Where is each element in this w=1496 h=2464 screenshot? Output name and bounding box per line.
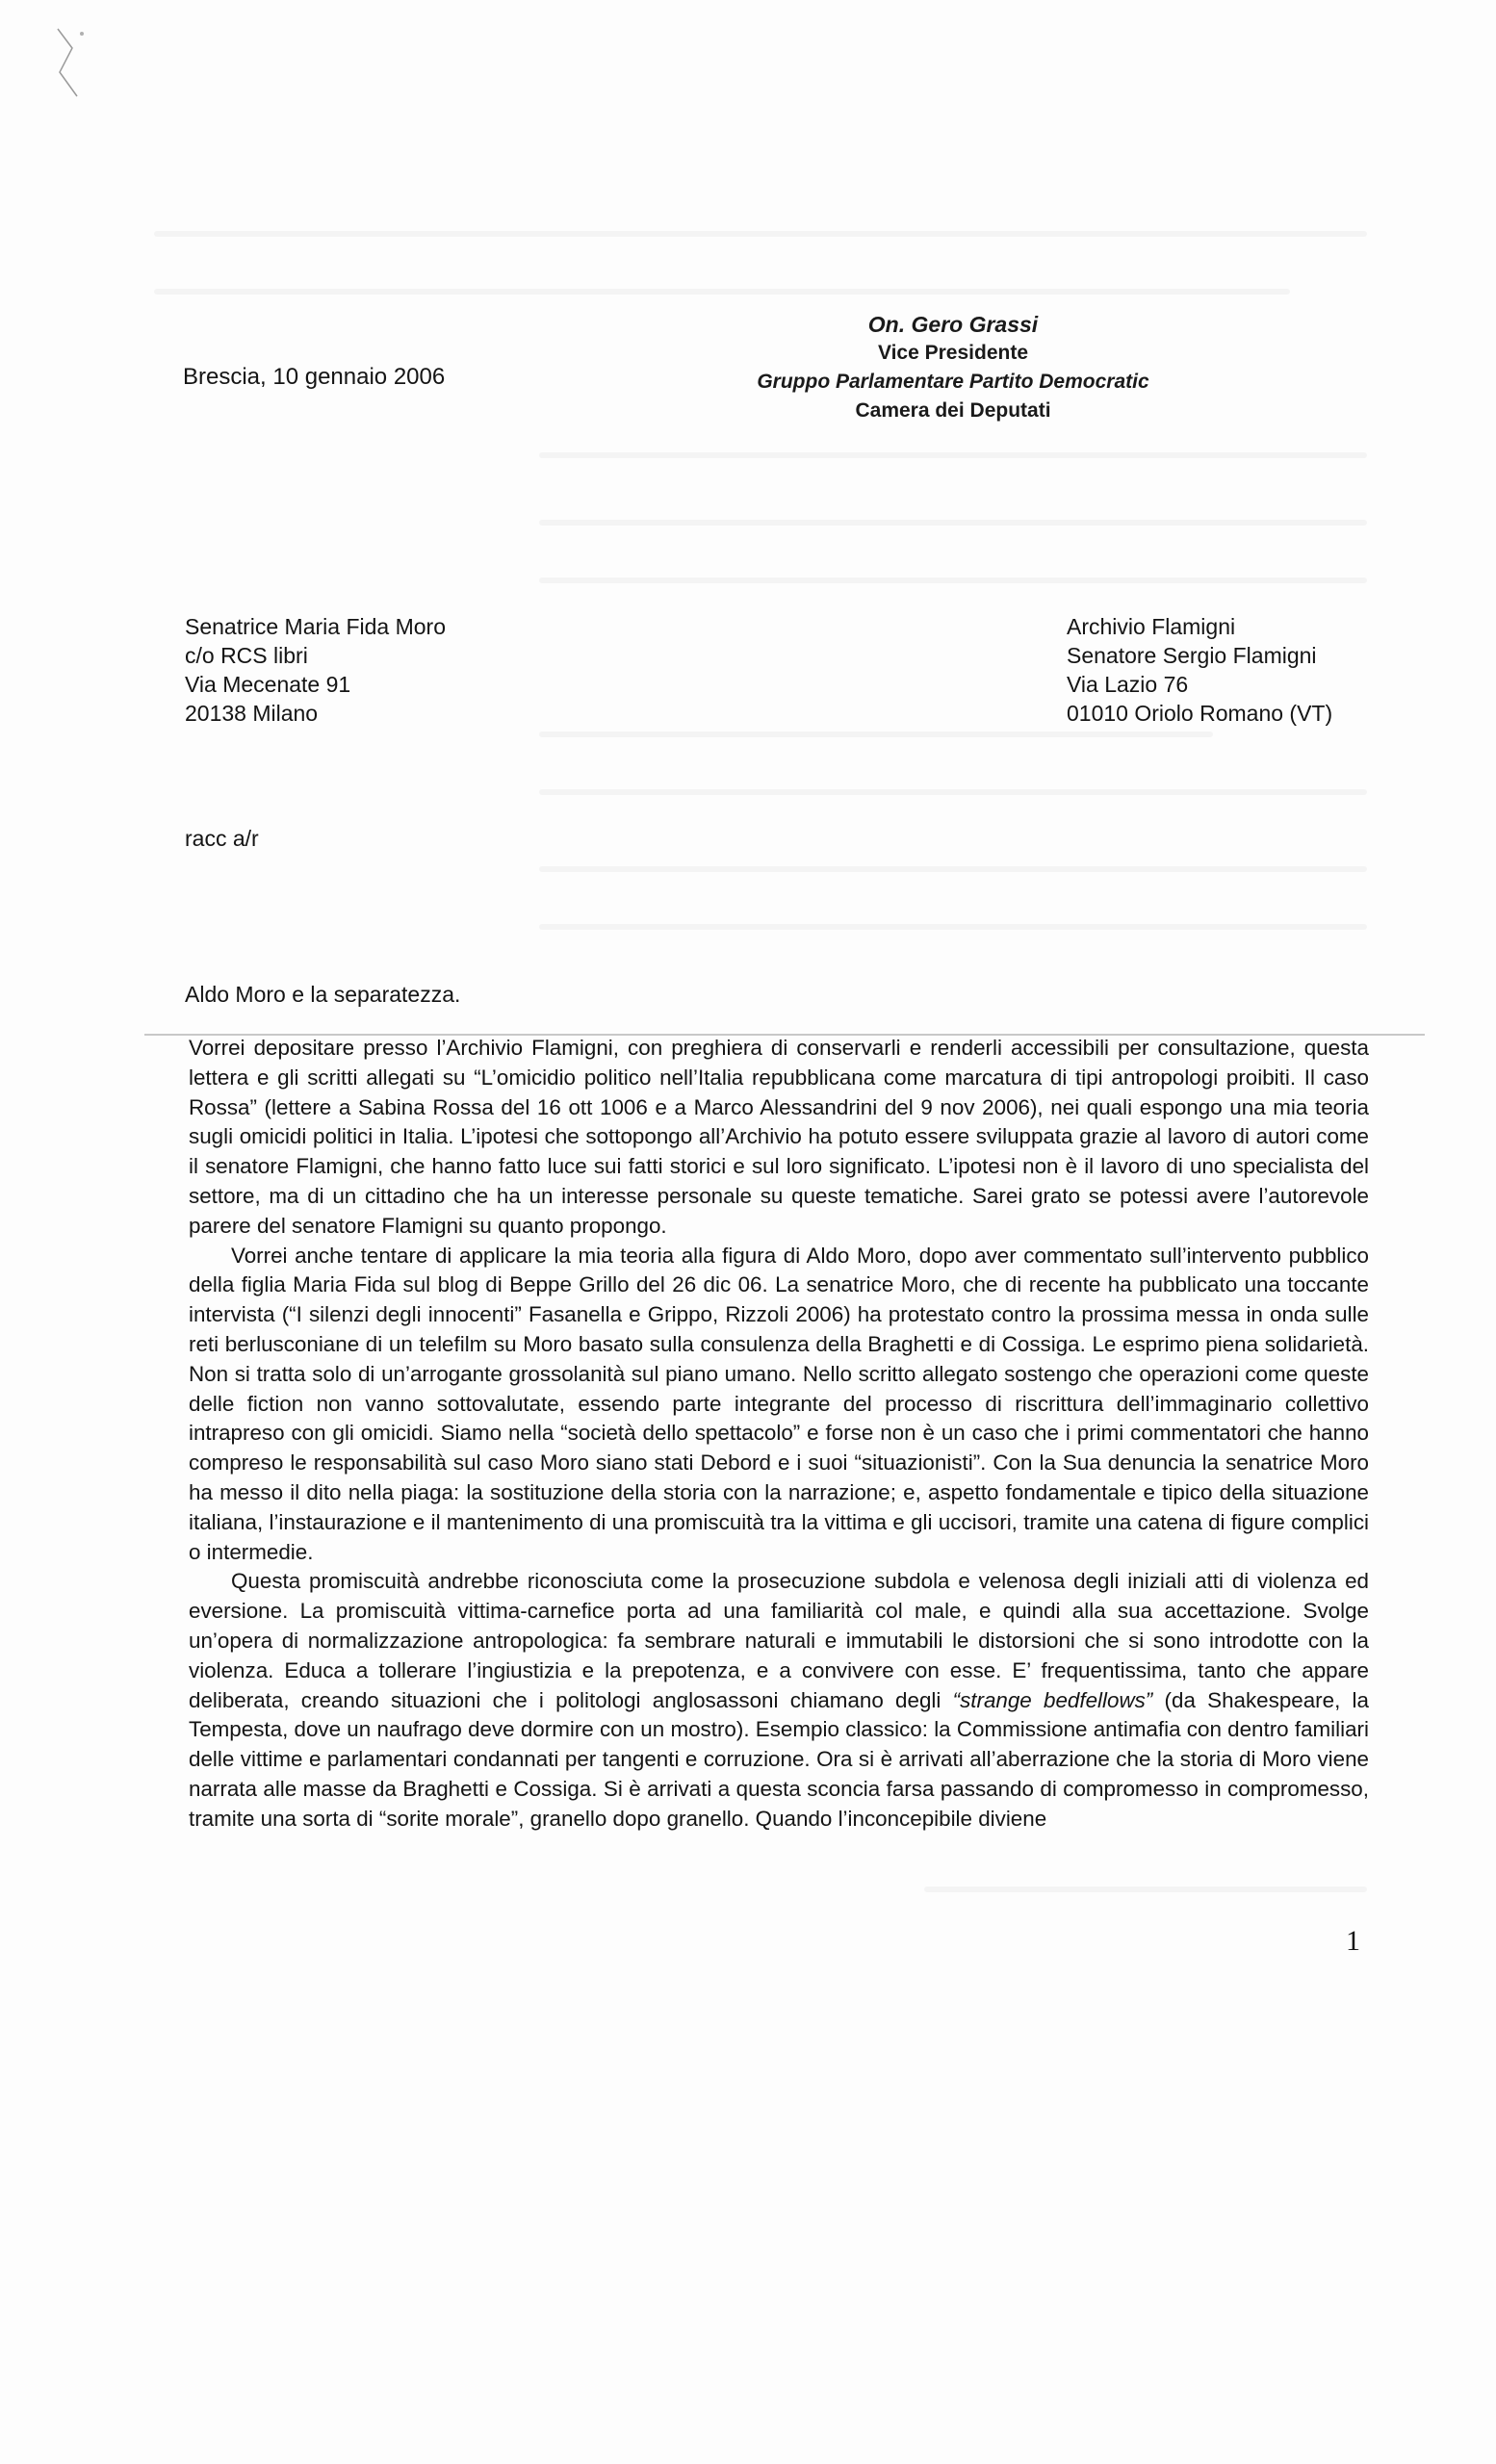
letter-body — [189, 1034, 1369, 1835]
recipient-left-address — [185, 612, 446, 728]
deputy-stamp — [693, 310, 1213, 425]
address-line: 20138 Milano — [185, 701, 319, 726]
letter-date: Brescia, 10 gennaio 2006 — [183, 364, 446, 390]
address-line: Senatrice Maria Fida Moro — [185, 614, 446, 639]
address-line: 01010 Oriolo Romano (VT) — [1067, 701, 1333, 726]
emphasis-text: “strange bedfellows” — [952, 1687, 1153, 1712]
page-number: 1 — [1346, 1925, 1360, 1957]
stamp-role: Vice Presidente — [877, 342, 1029, 364]
body-paragraph: Vorrei depositare presso l’Archivio Flamigni, con preghiera di conservarli e renderli accessibili per consultazione, questa lettera e gli scritti allegati su “L’omicidio politico nell’Italia repubblicana come marcatura di tipi antropologi proibiti. Il caso Rossa” (lettere a Sabina Rossa del 16 ott 1006 e a Marco Alessandrini del 9 nov 2006), nei quali espongo una mia teoria sugli omicidi politici in Italia. L’ipotesi che sottopongo all’Archivio ha potuto essere sviluppata grazie al lavoro di autori come il senatore Flamigni, che hanno fatto luce sui fatti storici e sul loro significato. L’ipotesi non è il lavoro di uno specialista del settore, ma di un cittadino che ha un interesse personale su queste tematiche. Sarei grato se potessi avere l’autorevole parere del senatore Flamigni su quanto propongo. — [189, 1036, 1369, 1238]
address-line: Via Lazio 76 — [1067, 672, 1189, 697]
stamp-name: On. Gero Grassi — [867, 312, 1039, 337]
address-line: Archivio Flamigni — [1067, 614, 1236, 639]
letter-subject: Aldo Moro e la separatezza. — [185, 982, 461, 1007]
paragraph-text: Questa promiscuità andrebbe riconosciuta come la prosecuzione subdola e velenosa degli iniziali atti di violenza ed eversione. La promiscuità vittima-carnefice porta ad una familiarità col male, e quindi alla sua accettazione. Svolge un’opera di normalizzazione antropologica: fa sembrare naturali e immutabili le distorsioni che si sono introdotte con la violenza. Educa a tollerare l’ingiustizia e la prepotenza, e a convivere con esse. E’ frequentissima, tanto che appare deliberata, creando situazioni che i politologi anglosassoni chiamano degli — [189, 1569, 1369, 1712]
scan-artifact-corner — [39, 19, 106, 116]
stamp-group: Gruppo Parlamentare Partito Democratic — [757, 371, 1149, 393]
address-line: Via Mecenate 91 — [185, 672, 351, 697]
paragraph-text: (da Shakespeare, la Tempesta, dove un naufrago deve dormire con un mostro). Esempio classico: la Commissione antimafia con dentro familiari delle vittime e parlamentari condannati per tangenti e corruzione. Ora si è arrivati all’aberrazione che la storia di Moro viene narrata alle masse da Braghetti e Cossiga. Si è arrivati a questa sconcia farsa passando di compromesso in compromesso, tramite una sorta di “sorite morale”, granello dopo granello. Quando l’inconcepibile diviene — [189, 1687, 1369, 1831]
stamp-chamber: Camera dei Deputati — [855, 399, 1051, 422]
recipient-right-address — [1067, 612, 1332, 728]
body-paragraph — [189, 1567, 1369, 1834]
address-line: c/o RCS libri — [185, 643, 308, 668]
delivery-note: racc a/r — [185, 826, 259, 851]
body-paragraph: Vorrei anche tentare di applicare la mia teoria alla figura di Aldo Moro, dopo aver commentato sull’intervento pubblico della figlia Maria Fida sul blog di Beppe Grillo del 26 dic 06. La senatrice Moro, che di recente ha pubblicato una toccante intervista (“I silenzi degli innocenti” Fasanella e Grippo, Rizzoli 2006) ha protestato contro la prossima messa in onda sulle reti berlusconiane di un telefilm su Moro basato sulla consulenza della Braghetti e di Cossiga. Le esprimo piena solidarietà. Non si tratta solo di un’arrogante grossolanità sul piano umano. Nello scritto allegato sostengo che operazioni come queste delle fiction non vanno sottovalutate, essendo parte integrante del processo di riscrittura dell’immaginario collettivo intrapreso con gli omicidi. Siamo nella “società dello spettacolo” e forse non è un caso che i primi commentatori che hanno compreso le responsabilità sul caso Moro siano stati Debord e i suoi “situazionisti”. Con la Sua denuncia la senatrice Moro ha messo il dito nella piaga: la sostituzione della storia con la narrazione; e, aspetto fondamentale e tipico della situazione italiana, l’instaurazione e il mantenimento di una promiscuità tra la vittima e gli uccisori, tramite una catena di figure complici o intermedie. — [189, 1243, 1369, 1564]
address-line: Senatore Sergio Flamigni — [1067, 643, 1317, 668]
